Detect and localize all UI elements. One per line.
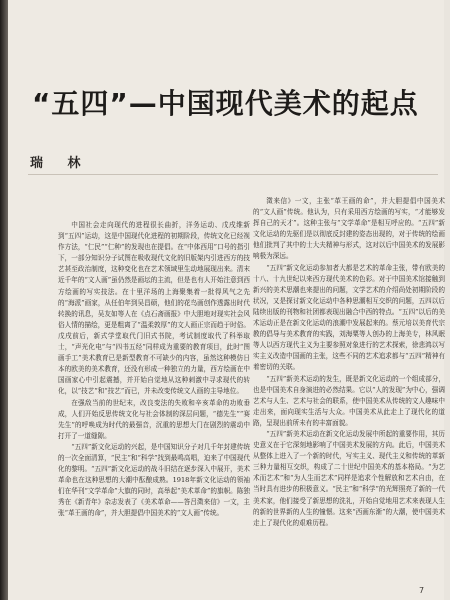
paragraph: 在强敌当前的世纪末，改良变法的失败和辛亥革命的功败垂成，人们开始反思传统文化与社会体制的深层问题，“德先生”“赛先生”的呼唤成为时代的最强音，沉重的思想大门在剧烈的震动中打开了一道缝隙。 (58, 398, 250, 440)
magazine-page (8, 0, 444, 600)
body-column-right (253, 196, 445, 596)
header-divider (28, 174, 438, 175)
page-number: 7 (419, 586, 425, 595)
paragraph: 中国社会走向现代的进程很长曲折，洋务运动、戊戌维新到“五四”运动，这是中国现代化进程的初期阶段，传统文化已经视作方法，“仁民”“仁种”的发现也在提倡。在“中体西用”口号的指引下，一部分知识分子试图在吸收现代文化的旧版架内引进西方的技艺甚至政治制度，这种变化也在艺术领域里生动地展现出来。清末近千年的“文人画”虽仍然是画坛的主流，但是也有人开始注意到西方绘画的写实技法。在十里洋场的上海聚集着一批得风气之先的“海派”画家，从任伯年到吴昌硕，他们的花鸟画创作透露出时代转换的讯息，吴友如等人在《点石斋画报》中大胆地对现实社会风俗人情的描绘，更是粗离了“温柔敦厚”的文人画正宗而趋于时俗。戊戌前后，新式学堂取代门旧式书院，考试制度取代了科举取士，“声光化电”与“四书五经”同样成为重要的教育项目，此时“图画手工”美术教育已是新型教育不可缺少的内容，虽然这种模仿日本的欧美的美术教育，还没有形成一种独立的力量，西方绘画在中国画家心中引起震撼，并开始自觉地从这种刺激中寻求现代的转化，以“技艺”和“技艺”而已，并未改变传统文人画的主导地位。 (58, 221, 250, 396)
paragraph: “五四”新文化运动参加者大都是艺术的革命主张，带有欧美的十八、十九世纪以来西方现代美术的色彩。对于中国美术馆接触到新兴的美术思潮也来提出的问题，文学艺术的介绍尚处初期阶段的状况，又是探讨新文化运动中各种思潮相互交织的问题，五四以后陆续出版的刊物和社团都表现出融合中西的特点。“五四”以后的美术运动正是在新文化运动的浪潮中发展起来的。蔡元培以美育代宗教的倡导与美术教育的实践，刘海粟等人创办的上海美专，林风眠等人以西方现代主义为主要参照对象进行的艺术探索，徐悲鸿以写实主义改造中国画的主张，这些不同的艺术追求都与“五四”精神有着密切的关联。 (253, 263, 445, 372)
paragraph: 澂来信》一文，主张“革王画的命”，并大胆提倡中国美术的“文人画”传统。他认为，只有采用西方绘画的写实，“才能够发挥自己的天才”。这种主张与“文学革命”是相互呼应的。“五四”新文化运动的先驱们是以彻底反封建的姿态出现的，对于传统的绘画他们批判了其中的士大夫精神与形式，这对以后中国美术的发展影响极为深远。 (253, 197, 445, 261)
paragraph: “五四”新美术运动在新文化运动发展中所起的重要作用，其历史意义在于它深刻地影响了中国美术发展的方向。此后，中国美术从整体上进入了一个新的时代，写实主义、现代主义和传统的革新三种力量相互交织，构成了二十世纪中国美术的基本格局。“为艺术而艺术”和“为人生而艺术”同样是追求个性解放和艺术自由，在当时具有进步的积极意义。“民主”和“科学”的光辉照亮了新的一代美术家，他们接受了新思想的洗礼，开始自觉地用艺术来表现人生的新的世界新的人生的憧憬。这来“西画东渐”的大潮，使中国美术走上了现代化的艰难历程。 (253, 429, 445, 527)
page-gutter-shadow (0, 0, 8, 600)
paragraph: “五四”新美术运动的发生，既是新文化运动的一个组成部分，也是中国美术自身演进的必然结果。它以“人的发现”为中心，强调艺术与人生、艺术与社会的联系，使中国美术从传统的文人趣味中走出来，面向现实生活与大众。中国美术从此走上了现代化的道路，呈现出前所未有的丰富面貌。 (253, 374, 445, 427)
paragraph: “五四”新文化运动的兴起，是中国知识分子对几千年封建传统的一次全面清算，“民主”和“科学”找到最鸣高唱，迫来了中国现代化的黎明。“五四”新文化运动的战斗旧结在逐步深入中展开，美术革命也在这种思想的大潮中酝酿成熟。1918年新文化运动的领袖们在华刊“文学革命”大旗的同时，高举起“美术革命”的旗帜。陈独秀在《新青年》杂志发表了《美术革命——答吕澂来信》一文，主张“革王画的命”，并大胆提倡中国美术的“文人画”传统。 (58, 442, 250, 518)
body-column-left (58, 220, 250, 598)
article-title: “五四”—中国现代美术的起点 (32, 87, 419, 120)
article-author: 瑞 林 (30, 156, 91, 171)
